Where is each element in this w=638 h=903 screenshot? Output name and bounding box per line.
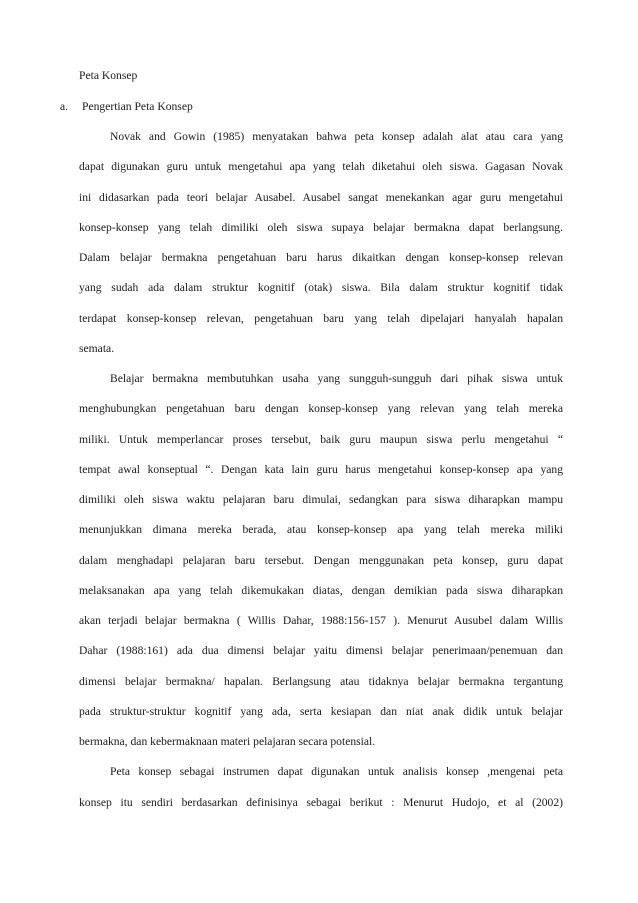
text-line: tempat awal konseptual “. Dengan kata lain guru harus mengetahui konsep-konsep apa yang (79, 462, 563, 476)
text-line: semata. (79, 341, 115, 355)
text-line: Belajar bermakna membutuhkan usaha yang sungguh-sungguh dari pihak siswa untuk (110, 372, 563, 385)
text-line: Peta konsep sebagai instrumen dapat digunakan untuk analisis konsep ,mengenai peta (110, 765, 563, 779)
text-line: Dalam belajar bermakna pengetahuan baru harus dikaitkan dengan konsep-konsep relevan (79, 251, 563, 264)
text-line: menghubungkan pengetahuan baru dengan konsep-konsep yang relevan yang telah mereka (79, 402, 563, 416)
text-line: dapat digunakan guru untuk mengetahui apa yang telah diketahui oleh siswa. Gagasan Novak (79, 160, 563, 174)
text-line: melaksanakan apa yang telah dikemukakan diatas, dengan demikian pada siswa diharapkan (79, 583, 563, 597)
text-line: terdapat konsep-konsep relevan, pengetahuan baru yang telah dipelajari hanyalah hapalan (79, 311, 563, 325)
text-line: dimiliki oleh siswa waktu pelajaran baru dimulai, sedangkan para siswa diharapkan mampu (79, 493, 563, 506)
body-text (79, 122, 563, 818)
text-line: menunjukkan dimana mereka berada, atau konsep-konsep apa yang telah mereka miliki (79, 523, 563, 537)
text-line: bermakna, dan kebermaknaan materi pelajaran secara potensial. (79, 735, 376, 748)
text-line: konsep-konsep yang telah dimiliki oleh siswa supaya belajar bermakna dapat berlangsung. (79, 220, 563, 234)
text-line: miliki. Untuk memperlancar proses tersebut, baik guru maupun siswa perlu mengetahui “ (79, 432, 563, 446)
subsection-title: Pengertian Peta Konsep (82, 100, 193, 113)
text-line: dalam menghadapi pelajaran baru tersebut. Dengan menggunakan peta konsep, guru dapat (79, 553, 563, 567)
list-marker: a. (60, 100, 69, 113)
text-line: pada struktur-struktur kognitif yang ada, serta kesiapan dan niat anak didik untuk belajar (79, 704, 563, 718)
section-heading: Peta Konsep (79, 69, 138, 82)
text-line: Novak and Gowin (1985) menyatakan bahwa peta konsep adalah alat atau cara yang (110, 130, 563, 143)
text-line: konsep itu sendiri berdasarkan definisinya sebagai berikut : Menurut Hudojo, et al (2002) (79, 795, 563, 809)
text-line: dimensi belajar bermakna/ hapalan. Berlangsung atau tidaknya belajar bermakna tergantung (79, 674, 563, 688)
text-line: ini didasarkan pada teori belajar Ausabel. Ausabel sangat menekankan agar guru mengetahui (79, 190, 563, 204)
subsection-heading (60, 92, 193, 122)
text-line: Dahar (1988:161) ada dua dimensi belajar yaitu dimensi belajar penerimaan/penemuan dan (79, 644, 563, 658)
text-line: yang sudah ada dalam struktur kognitif (otak) siswa. Bila dalam struktur kognitif tidak (79, 281, 563, 295)
text-line: akan terjadi belajar bermakna ( Willis Dahar, 1988:156-157 ). Menurut Ausubel dalam Willis (79, 614, 563, 627)
